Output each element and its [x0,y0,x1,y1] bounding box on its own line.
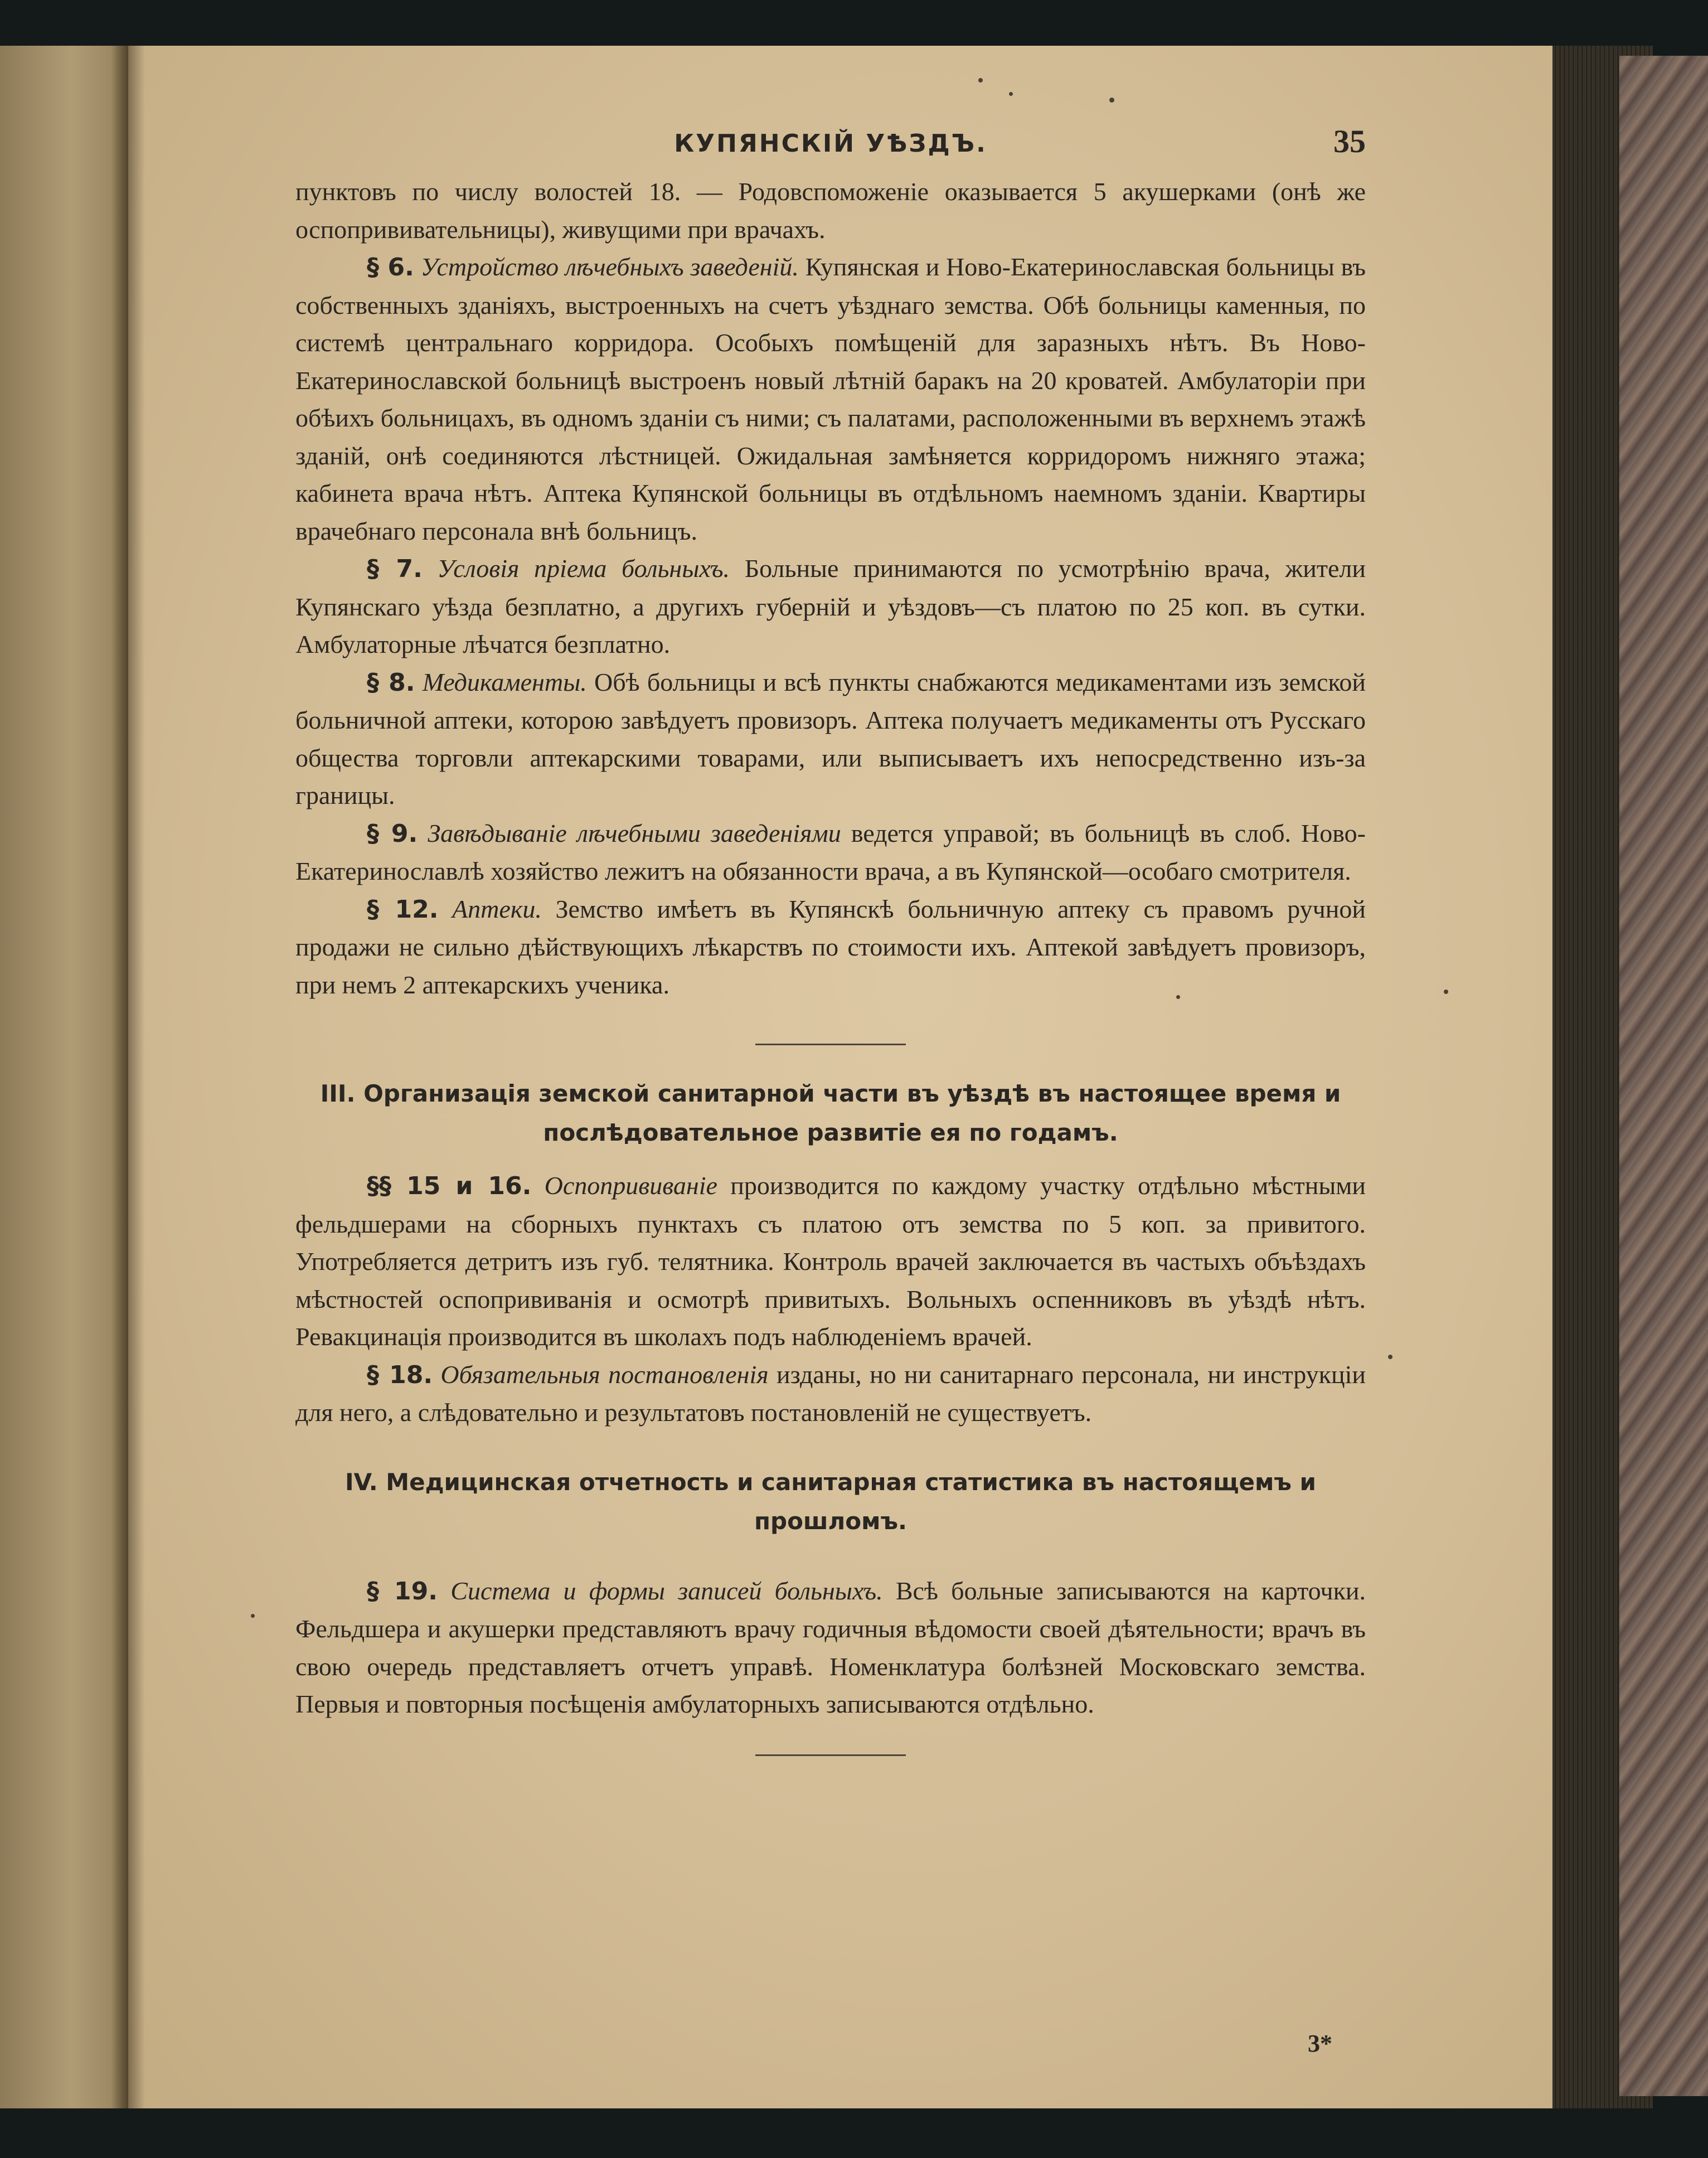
foxing-spot [978,78,983,83]
section-number: § 19. [367,1577,438,1606]
section-title: Условія пріема больныхъ. [437,554,730,583]
paragraph [295,550,1366,663]
paragraph-text: пунктовъ по числу волостей 18. — Родовспоможеніе оказывается 5 акушерками (онѣ же оспопрививательницы), живущими при врачахъ. [295,177,1366,244]
paragraph-text: Всѣ больные записываются на карточки. Фельдшера и акушерки представляютъ врачу годичныя вѣдомости своей дѣятельности; врачъ въ свою очередь представляетъ отчетъ управѣ. Номенклатура болѣзней Московскаго земства. Первыя и повторныя посѣщенія амбулаторныхъ записываются отдѣльно. [295,1576,1366,1718]
running-title: КУПЯНСКІЙ УѢЗДЪ. [674,129,987,158]
section-title: Оспопрививаніе [544,1171,717,1200]
paragraph-text: изданы, но ни санитарнаго персонала, ни инструкціи для него, а слѣдовательно и результатовъ постановленій не существуетъ. [295,1360,1366,1427]
paragraph [295,1167,1366,1356]
paragraph [295,890,1366,1004]
book-gutter-shadow [111,46,145,2108]
paragraph-text: Земство имѣетъ въ Купянскѣ больничную аптеку съ правомъ ручной продажи не сильно дѣйствующихъ лѣкарствъ по стоимости ихъ. Аптекой завѣдуетъ провизоръ, при немъ 2 аптекарскихъ ученика. [295,894,1366,999]
foxing-spot [1388,1355,1392,1359]
paragraph-text: Купянская и Ново-Екатеринославская больницы въ собственныхъ зданіяхъ, выстроенныхъ на счетъ уѣзднаго земства. Обѣ больницы каменныя, по системѣ центральнаго корридора. Особыхъ помѣщеній для заразныхъ нѣтъ. Въ Ново-Екатеринославской больницѣ выстроенъ новый лѣтній баракъ на 20 кроватей. Амбулаторіи при обѣихъ больницахъ, въ одномъ зданіи съ ними; съ палатами, расположенными въ верхнемъ этажѣ зданій, онѣ соединяются лѣстницей. Ожидальная замѣняется корридоромъ нижняго этажа; кабинета врача нѣтъ. Аптека Купянской больницы въ отдѣльномъ наемномъ зданіи. Квартиры врачебнаго персонала внѣ больницъ. [295,253,1366,545]
paragraph [295,173,1366,248]
running-head [295,123,1366,173]
section-number: §§ 15 и 16. [367,1172,532,1200]
foxing-spot [1009,92,1013,96]
chapter-heading-4: IV. Медицинская отчетность и санитарная статистика въ настоящемъ и прошломъ. [345,1468,1316,1535]
section-number: § 18. [367,1360,433,1389]
section-title: Медикаменты. [422,667,587,696]
section-number: § 12. [367,895,439,924]
section-title: Система и формы записей больныхъ. [450,1576,883,1605]
section-number: § 8. [367,668,415,697]
section-number: § 9. [367,819,418,848]
section-number: § 7. [367,555,423,583]
section-divider [755,1754,906,1756]
page-text-block [295,123,1366,2057]
foxing-spot [251,1614,255,1618]
chapter-heading-3: III. Организація земской санитарной части въ уѣздѣ въ настоящее время и послѣдовательное развитіе ея по годамъ. [320,1080,1341,1146]
section-title: Завѣдываніе лѣчебными заведеніями [428,818,841,847]
section-title: Аптеки. [452,894,542,923]
page-number: 35 [1333,123,1366,159]
foxing-spot [1444,990,1448,994]
paragraph [295,1572,1366,1723]
paragraph-text: Обѣ больницы и всѣ пункты снабжаются медикаментами изъ земской больничной аптеки, которою завѣдуетъ провизоръ. Аптека получаетъ медикаменты отъ Русскаго общества торговли аптекарскими товарами, или выписываетъ ихъ непосредственно изъ-за границы. [295,667,1366,809]
paragraph-text: Больные принимаются по усмотрѣнію врача, жители Купянскаго уѣзда безплатно, а другихъ губерній и уѣздовъ—съ платою по 25 коп. въ сутки. Амбулаторные лѣчатся безплатно. [295,554,1366,658]
paragraph [295,663,1366,814]
paragraph-text: ведется управой; въ больницѣ въ слоб. Ново-Екатеринославлѣ хозяйство лежитъ на обязанности врача, а въ Купянской—особаго смотрителя. [295,818,1366,885]
section-title: Устройство лѣчебныхъ заведеній. [420,253,799,281]
signature-mark: 3* [1308,2030,1332,2057]
paragraph-text: производится по каждому участку отдѣльно мѣстными фельдшерами на сборныхъ пунктахъ съ платою отъ земства по 5 коп. за привитого. Употребляется детритъ изъ губ. телятника. Контроль врачей заключается въ частыхъ объѣздахъ мѣстностей оспопрививанія и осмотрѣ привитыхъ. Вольныхъ оспенниковъ въ уѣздѣ нѣтъ. Ревакцинація производится въ школахъ подъ наблюденіемъ врачей. [295,1171,1366,1351]
paragraph [295,248,1366,550]
paragraph [295,1356,1366,1432]
paragraph [295,814,1366,890]
section-number: § 6. [367,253,414,282]
foxing-spot [1109,98,1114,103]
marbled-cover-edge [1619,56,1708,2096]
section-title: Обязательныя постановленія [440,1360,769,1389]
